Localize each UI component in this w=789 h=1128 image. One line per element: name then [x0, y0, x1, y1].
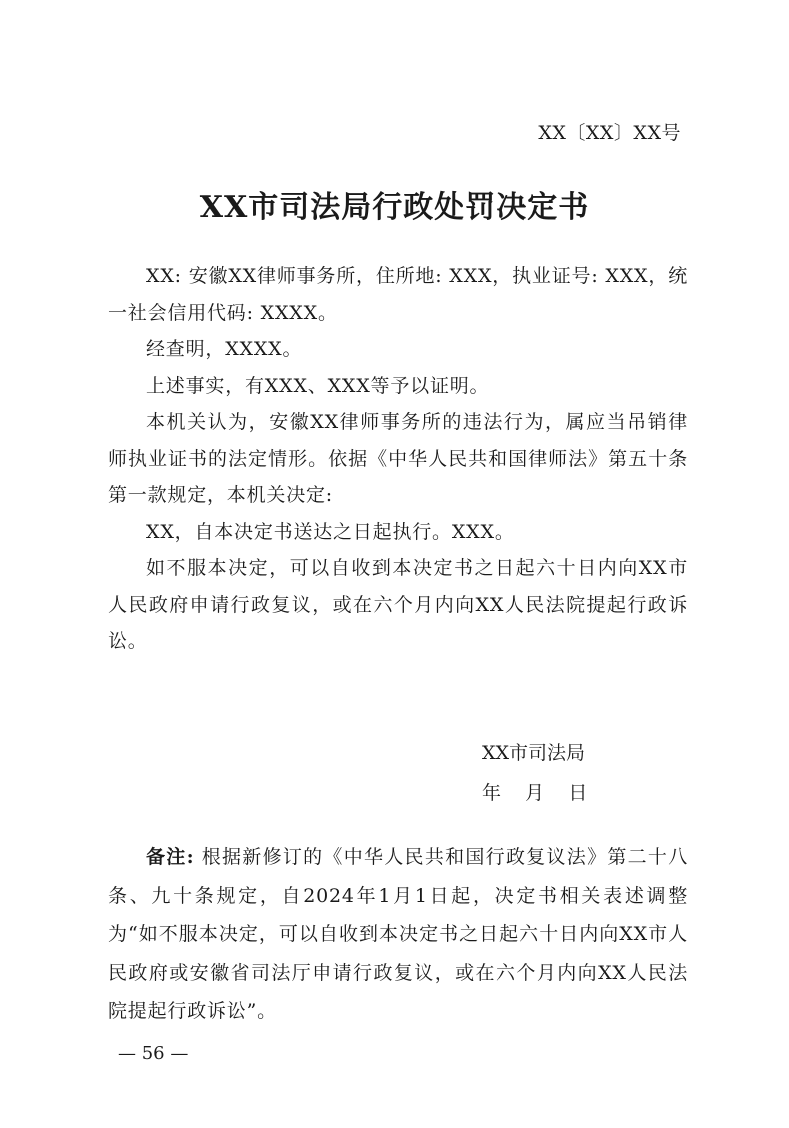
document-title: XX市司法局行政处罚决定书 — [199, 190, 590, 225]
paragraph-decision: XX，自本决定书送达之日起执行。XXX。 — [146, 520, 515, 543]
remark-note — [108, 838, 688, 1031]
paragraph-evidence: 上述事实，有XXX、XXX等予以证明。 — [146, 374, 490, 397]
paragraph-findings: 经查明，XXXX。 — [146, 338, 303, 360]
paragraph-party: XX: 安徽XX律师事务所，住所地: XXX，执业证号: XXX，统一社会信用代码: XXXX。 — [108, 265, 688, 324]
signature-block — [482, 733, 587, 813]
remark-label: 备注: — [146, 846, 195, 868]
remark-text: 根据新修订的《中华人民共和国行政复议法》第二十八条、九十条规定，自2024年1月1日起，决定书相关表述调整为“如不服本决定，可以自收到本决定书之日起六十日内向XX市人民政府或安徽省司法厅申请行政复议，或在六个月内向XX人民法院提起行政诉讼”。 — [108, 846, 689, 1022]
paragraph-appeal-rights: 如不服本决定，可以自收到本决定书之日起六十日内向XX市人民政府申请行政复议，或在六个月内向XX人民法院提起行政诉讼。 — [108, 557, 688, 652]
document-number: XX〔XX〕XX号 — [538, 122, 681, 144]
issuer-name: XX市司法局 — [482, 742, 586, 764]
page-number: — 56 — — [118, 1043, 189, 1064]
date-placeholder: 年 月 日 — [482, 782, 588, 804]
paragraph-legal-basis: 本机关认为，安徽XX律师事务所的违法行为，属应当吊销律师执业证书的法定情形。依据《中华人民共和国律师法》第五十条第一款规定，本机关决定: — [108, 411, 688, 506]
document-body — [108, 258, 688, 660]
